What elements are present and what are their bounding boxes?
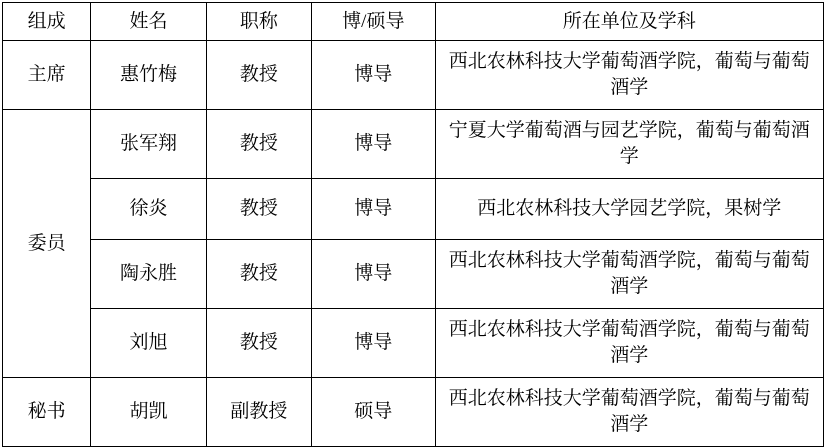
role-cell-secretary: 秘书	[3, 378, 91, 447]
member-name: 陶永胜	[91, 240, 206, 309]
member-name: 胡凯	[91, 378, 206, 447]
member-unit: 宁夏大学葡萄酒与园艺学院，葡萄与葡萄酒学	[435, 110, 823, 179]
member-degree: 博导	[312, 41, 435, 110]
member-title: 教授	[206, 110, 311, 179]
column-header-title: 职称	[206, 3, 311, 41]
member-name: 刘旭	[91, 309, 206, 378]
committee-table	[2, 2, 824, 447]
member-title: 教授	[206, 309, 311, 378]
member-unit: 西北农林科技大学葡萄酒学院，葡萄与葡萄酒学	[435, 41, 823, 110]
document-page	[0, 2, 826, 445]
column-header-degree: 博/硕导	[312, 3, 435, 41]
table-row	[3, 378, 824, 447]
table-row	[3, 240, 824, 309]
member-unit: 西北农林科技大学葡萄酒学院，葡萄与葡萄酒学	[435, 309, 823, 378]
table-row	[3, 179, 824, 240]
table-header-row	[3, 3, 824, 41]
table-row	[3, 110, 824, 179]
column-header-role: 组成	[3, 3, 91, 41]
member-title: 教授	[206, 240, 311, 309]
column-header-name: 姓名	[91, 3, 206, 41]
member-unit: 西北农林科技大学园艺学院，果树学	[435, 179, 823, 240]
table-row	[3, 41, 824, 110]
member-unit: 西北农林科技大学葡萄酒学院，葡萄与葡萄酒学	[435, 240, 823, 309]
member-title: 教授	[206, 41, 311, 110]
member-degree: 博导	[312, 240, 435, 309]
member-degree: 博导	[312, 179, 435, 240]
member-degree: 硕导	[312, 378, 435, 447]
member-name: 徐炎	[91, 179, 206, 240]
member-title: 副教授	[206, 378, 311, 447]
member-degree: 博导	[312, 309, 435, 378]
table-row	[3, 309, 824, 378]
member-name: 张军翔	[91, 110, 206, 179]
member-unit: 西北农林科技大学葡萄酒学院，葡萄与葡萄酒学	[435, 378, 823, 447]
role-cell-chair: 主席	[3, 41, 91, 110]
member-degree: 博导	[312, 110, 435, 179]
role-cell-member: 委员	[3, 110, 91, 378]
member-title: 教授	[206, 179, 311, 240]
member-name: 惠竹梅	[91, 41, 206, 110]
column-header-unit: 所在单位及学科	[435, 3, 823, 41]
